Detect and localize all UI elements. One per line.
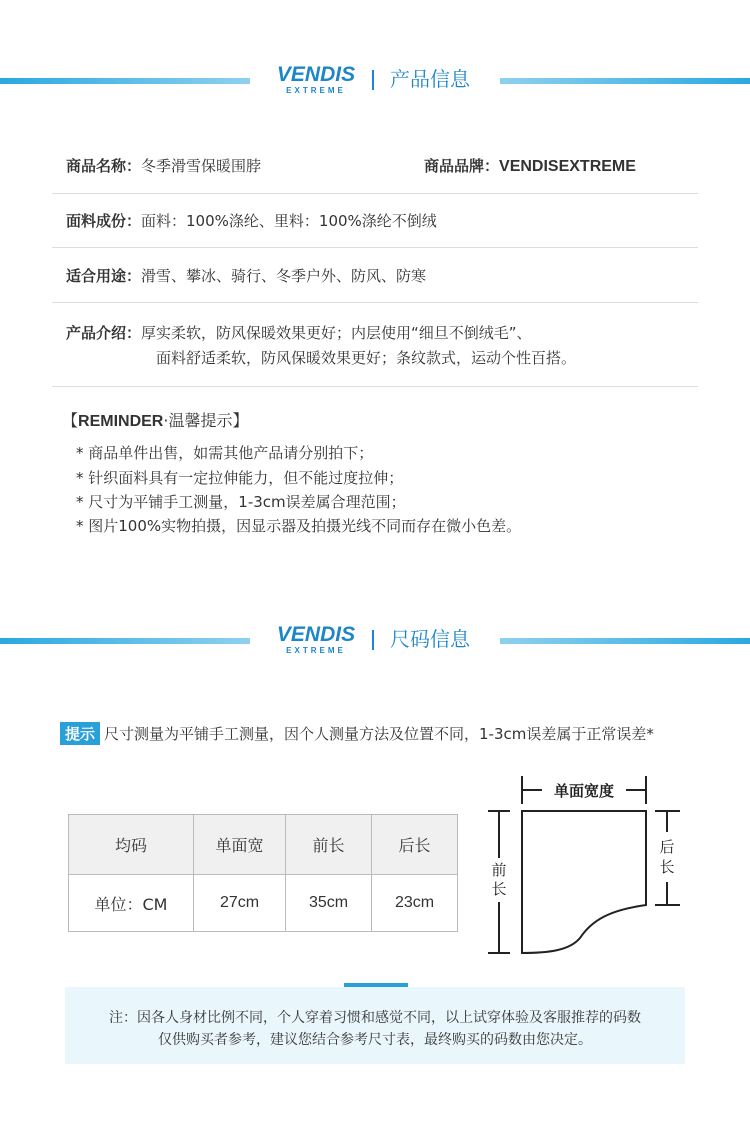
- reminder-item: * 图片100%实物拍摄，因显示器及拍摄光线不同而存在微小色差。: [76, 517, 522, 535]
- header-separator: [372, 70, 374, 90]
- info-row-fabric: [52, 194, 698, 248]
- reminder-title-rest: ·温馨提示: [163, 411, 233, 430]
- header-bar-right: [500, 638, 750, 644]
- size-section-header: [0, 623, 750, 655]
- table-row: [69, 875, 458, 932]
- header-separator: [372, 630, 374, 650]
- bracket-close: 】: [232, 411, 249, 430]
- table-header-cell: 前长: [286, 815, 372, 875]
- header-bar-left: [0, 78, 250, 84]
- bracket-open: 【: [62, 411, 79, 430]
- intro-line-2: 面料舒适柔软，防风保暖效果更好；条纹款式，运动个性百搭。: [156, 349, 577, 367]
- brand-name: VENDIS: [276, 623, 356, 646]
- usage-value: 滑雪、攀冰、骑行、冬季户外、防风、防寒: [141, 267, 427, 285]
- size-diagram: [480, 770, 700, 965]
- size-table: [68, 814, 458, 932]
- info-row-name: [52, 140, 698, 194]
- name-label: 商品名称：: [66, 157, 142, 175]
- fabric-label: 面料成份：: [66, 212, 142, 230]
- section-title: 尺码信息: [390, 627, 470, 651]
- brand-sub: EXTREME: [286, 86, 346, 95]
- reminder-title: [62, 408, 248, 431]
- reminder-item: * 针织面料具有一定拉伸能力，但不能过度拉伸；: [76, 469, 404, 487]
- product-section-header: [0, 63, 750, 95]
- section-title: 产品信息: [390, 67, 470, 91]
- table-header-cell: 均码: [69, 815, 194, 875]
- reminder-title-bold: REMINDER: [78, 413, 164, 430]
- name-value: 冬季滑雪保暖围脖: [141, 157, 262, 175]
- brand-logo: [274, 64, 358, 95]
- table-cell: 35cm: [286, 875, 372, 932]
- tip-text: 尺寸测量为平铺手工测量，因个人测量方法及位置不同，1-3cm误差属于正常误差*: [104, 725, 654, 743]
- reminder-item: * 尺寸为平铺手工测量，1-3cm误差属合理范围；: [76, 493, 406, 511]
- brand-label: 商品品牌：: [424, 157, 500, 175]
- table-header-cell: 后长: [372, 815, 458, 875]
- front-length-label-1: 前: [491, 861, 507, 879]
- reminder-item: * 商品单件出售，如需其他产品请分别拍下；: [76, 444, 374, 462]
- tip-badge: 提示: [60, 722, 100, 745]
- back-length-label-1: 后: [659, 838, 675, 856]
- brand-logo: [274, 624, 358, 655]
- header-bar-right: [500, 78, 750, 84]
- brand-sub: EXTREME: [286, 646, 346, 655]
- fabric-value: 面料：100%涤纶、里料：100%涤纶不倒绒: [141, 212, 437, 230]
- note-line-2: 仅供购买者参考，建议您结合参考尺寸表，最终购买的码数由您决定。: [158, 1032, 592, 1048]
- table-header-cell: 单面宽: [194, 815, 286, 875]
- header-bar-left: [0, 638, 250, 644]
- garment-outline: [522, 811, 646, 953]
- note-line-1: 注：因各人身材比例不同，个人穿着习惯和感觉不同，以上试穿体验及客服推荐的码数: [109, 1010, 641, 1026]
- front-length-label-2: 长: [491, 880, 507, 898]
- table-cell: 27cm: [194, 875, 286, 932]
- note-box: [65, 987, 685, 1064]
- measurement-tip: [60, 722, 654, 745]
- width-label: 单面宽度: [553, 782, 615, 800]
- brand-value: VENDISEXTREME: [499, 158, 636, 175]
- brand-name: VENDIS: [276, 63, 356, 86]
- usage-label: 适合用途：: [66, 267, 142, 285]
- info-row-usage: [52, 248, 698, 303]
- back-length-label-2: 长: [659, 858, 675, 876]
- intro-line-1: 厚实柔软，防风保暖效果更好；内层使用“细旦不倒绒毛”、: [141, 324, 532, 342]
- intro-label: 产品介绍：: [66, 324, 142, 342]
- table-cell: 单位：CM: [69, 875, 194, 932]
- info-row-intro: [52, 303, 698, 387]
- table-cell: 23cm: [372, 875, 458, 932]
- table-header-row: [69, 815, 458, 875]
